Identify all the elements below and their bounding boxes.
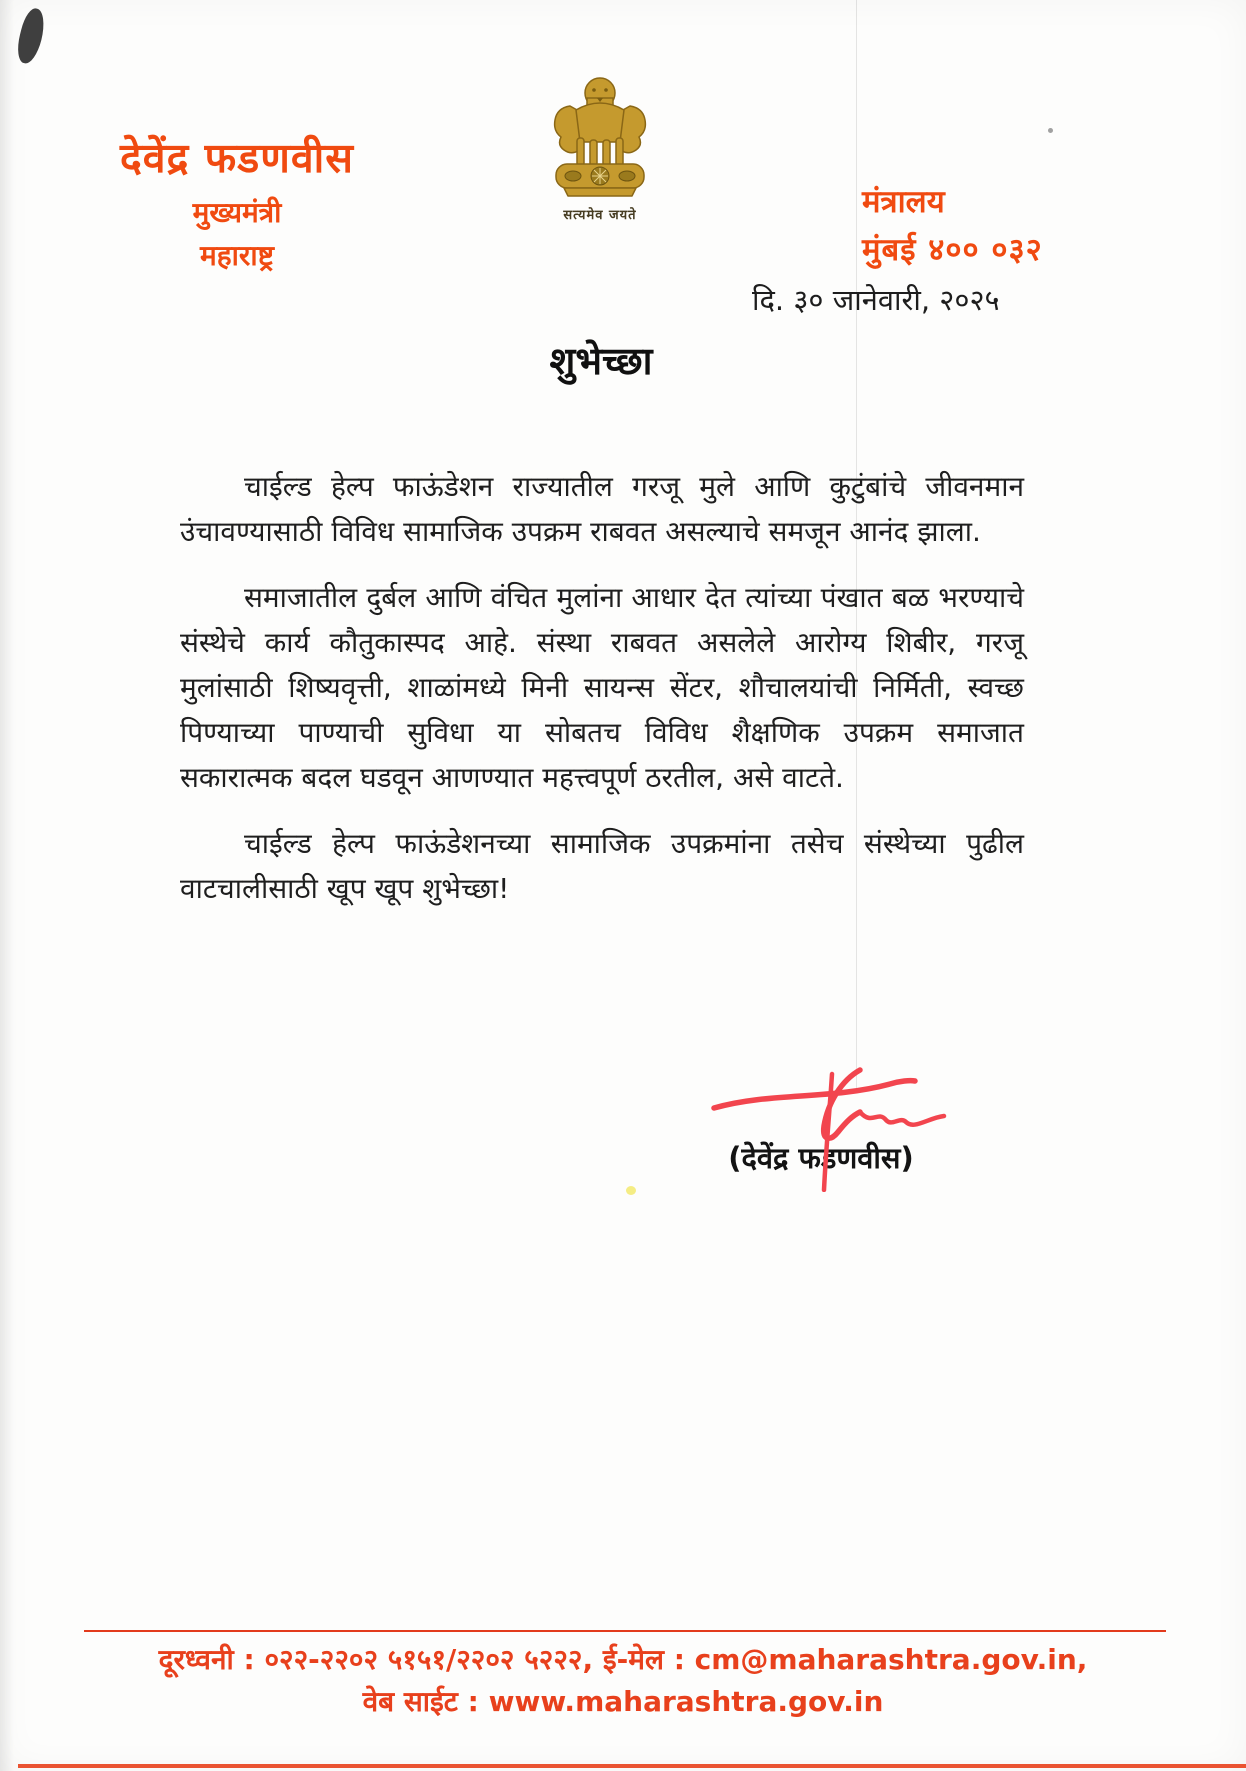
national-emblem <box>518 68 682 223</box>
date-line: दि. ३० जानेवारी, २०२५ <box>752 283 1000 317</box>
cm-designation: मुख्यमंत्री <box>192 196 282 230</box>
ashoka-emblem-icon <box>540 68 660 200</box>
paragraph-3: चाईल्ड हेल्प फाऊंडेशनच्या सामाजिक उपक्रमांना तसेच संस्थेच्या पुढील वाटचालीसाठी खूप खूप शुभेच्छा! <box>180 827 1024 905</box>
office-address: मुंबई ४०० ०३२ <box>862 232 1043 268</box>
signer-name: (देवेंद्र फडणवीस) <box>728 1141 914 1175</box>
cm-name: देवेंद्र फडणवीस <box>120 134 354 182</box>
office-name: मंत्रालय <box>862 184 945 220</box>
scan-artifact-corner-mark <box>14 6 49 66</box>
footer-website-line: वेब साईट : www.maharashtra.gov.in <box>362 1685 884 1718</box>
emblem-caption: सत्यमेव जयते <box>563 208 637 223</box>
footer-contact-line: दूरध्वनी : ०२२-२२०२ ५१५१/२२०२ ५२२२, ई-मेल : cm@maharashtra.gov.in, <box>158 1643 1088 1676</box>
scan-edge-shade <box>0 0 14 1771</box>
paragraph-2: समाजातील दुर्बल आणि वंचित मुलांना आधार देत त्यांच्या पंखात बळ भरण्याचे संस्थेचे कार्य कौतुकास्पद आहे. संस्था राबवत असलेले आरोग्य शिबीर, गरजू मुलांसाठी शिष्यवृत्ती, शाळांमध्ये मिनी सायन्स सेंटर, शौचालयांची निर्मिती, स्वच्छ पिण्याच्या पाण्याची सुविधा या सोबतच विविध शैक्षणिक उपक्रम समाजात सकारात्मक बदल घडवून आणण्यात महत्त्वपूर्ण ठरतील, असे वाटते. <box>180 581 1024 794</box>
scan-artifact-yellow-dot <box>626 1186 636 1195</box>
footer-bottom-rule <box>18 1764 1246 1768</box>
cm-state: महाराष्ट्र <box>200 239 274 273</box>
scan-artifact-dot <box>1048 128 1053 133</box>
footer-divider <box>84 1630 1166 1632</box>
letterhead-left <box>96 136 378 274</box>
paragraph-1: चाईल्ड हेल्प फाऊंडेशन राज्यातील गरजू मुले आणि कुटुंबांचे जीवनमान उंचावण्यासाठी विविध सामाजिक उपक्रम राबवत असल्याचे समजून आनंद झाला. <box>180 470 1024 548</box>
letterhead-right <box>862 180 1043 270</box>
letter-body <box>180 464 1024 932</box>
subject-heading: शुभेच्छा <box>549 339 653 383</box>
